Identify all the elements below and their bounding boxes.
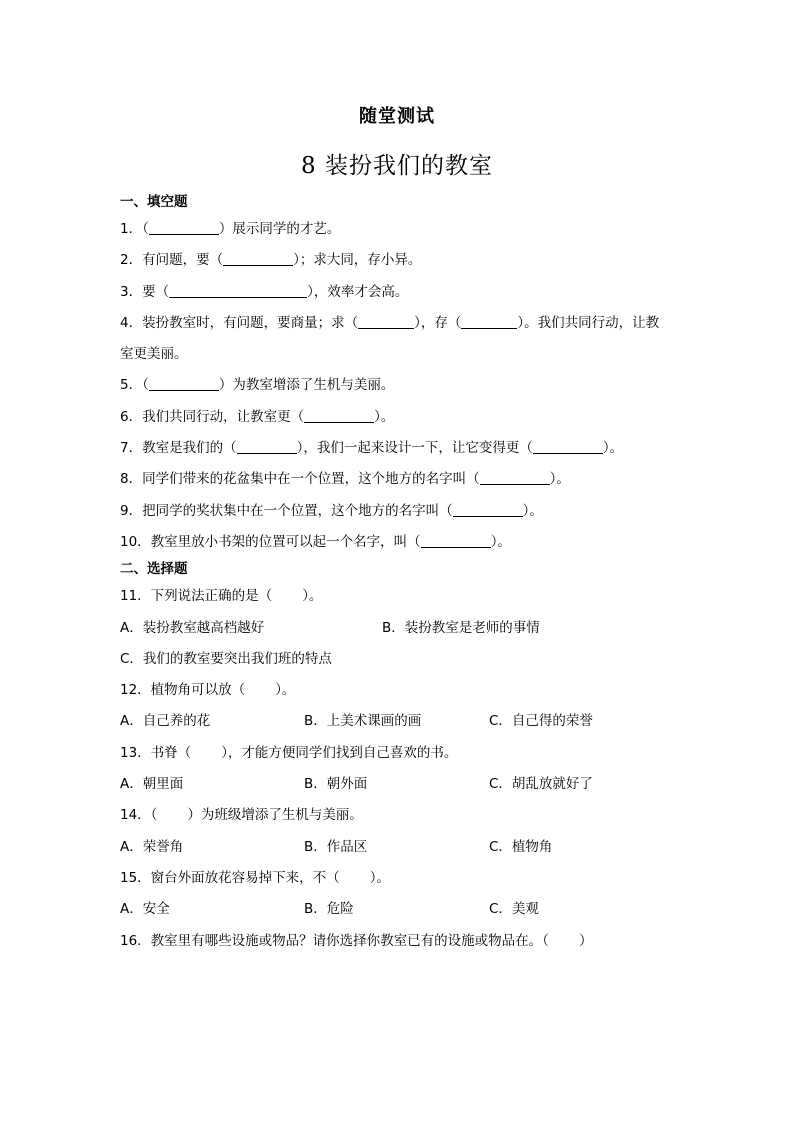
- option-b[interactable]: B．危险: [304, 901, 354, 918]
- question-1: [120, 214, 680, 245]
- question-text: 14．（: [120, 807, 158, 824]
- question-text: ）。: [549, 471, 570, 488]
- option-a[interactable]: A．自己养的花: [120, 713, 211, 730]
- option-a[interactable]: A．荣誉角: [120, 838, 184, 855]
- option-a[interactable]: A．朝里面: [120, 776, 184, 793]
- option-c[interactable]: C．植物角: [489, 838, 553, 855]
- question-5: [120, 370, 680, 401]
- question-text: ）为班级增添了生机与美丽。: [187, 807, 363, 824]
- question-11-options-row-2: [120, 644, 680, 675]
- option-b[interactable]: B．上美术课画的画: [304, 713, 422, 730]
- answer-blank[interactable]: [421, 533, 491, 548]
- answer-blank[interactable]: [358, 314, 414, 329]
- question-text: ）；求大同，存小异。: [293, 252, 422, 269]
- question-text: 15．窗台外面放花容易掉下来，不（: [120, 869, 340, 886]
- question-text: ）。: [522, 502, 543, 519]
- answer-blank[interactable]: [304, 408, 374, 423]
- question-10: [120, 527, 680, 558]
- question-6: [120, 402, 680, 433]
- question-text: ）展示同学的才艺。: [218, 221, 341, 237]
- question-12: [120, 675, 680, 706]
- question-text: 1．（: [120, 221, 149, 237]
- question-15-options: [120, 894, 680, 925]
- option-c[interactable]: C．美观: [489, 901, 539, 918]
- question-text: 4．装扮教室时，有问题，要商量；求（: [120, 314, 359, 331]
- answer-blank[interactable]: [480, 470, 550, 485]
- answer-blank[interactable]: [149, 376, 219, 391]
- question-3: [120, 277, 680, 308]
- question-text: 8．同学们带来的花盆集中在一个位置，这个地方的名字叫（: [120, 471, 480, 488]
- question-text: ）。: [374, 408, 395, 425]
- question-text: ），我们一起来设计一下，让它变得更（: [296, 440, 533, 457]
- question-9: [120, 496, 680, 527]
- question-13: [120, 738, 680, 769]
- question-text: 9．把同学的奖状集中在一个位置，这个地方的名字叫（: [120, 502, 453, 519]
- answer-blank[interactable]: [453, 502, 523, 517]
- answer-blank[interactable]: [169, 283, 307, 298]
- question-text: 12．植物角可以放（: [120, 682, 246, 699]
- question-text: 7．教室是我们的（: [120, 440, 237, 457]
- option-c[interactable]: C．自己得的荣誉: [489, 713, 593, 730]
- question-text: 16．教室里有哪些设施或物品？请你选择你教室已有的设施或物品在。（: [120, 932, 549, 949]
- option-b[interactable]: B．作品区: [304, 838, 368, 855]
- question-text: ）为教室增添了生机与美丽。: [218, 377, 395, 394]
- question-text: ）。我们共同行动，让教: [517, 314, 660, 331]
- question-text: 6．我们共同行动，让教室更（: [120, 408, 305, 425]
- answer-blank[interactable]: [533, 439, 603, 454]
- answer-blank[interactable]: [237, 439, 297, 454]
- question-text: 3．要（: [120, 283, 170, 300]
- question-11-options-row-1: [120, 613, 680, 644]
- question-7: [120, 433, 680, 464]
- question-text: 室更美丽。: [120, 346, 188, 363]
- question-text: 13．书脊（: [120, 744, 192, 761]
- question-4: [120, 308, 680, 339]
- question-text: ）。: [490, 533, 511, 550]
- question-14-options: [120, 832, 680, 863]
- question-2: [120, 245, 680, 276]
- option-c[interactable]: C．我们的教室要突出我们班的特点: [120, 650, 332, 667]
- question-text: 10．教室里放小书架的位置可以起一个名字，叫（: [120, 533, 421, 550]
- question-text: 11．下列说法正确的是（: [120, 588, 273, 605]
- question-16: [120, 926, 680, 957]
- section-heading-fill-blank: 一、填空题: [120, 194, 188, 210]
- answer-blank[interactable]: [223, 251, 293, 266]
- option-a[interactable]: A．安全: [120, 901, 170, 918]
- question-13-options: [120, 769, 680, 800]
- question-text: ）。: [602, 440, 624, 457]
- page-title: 8 装扮我们的教室: [301, 153, 493, 179]
- question-14: [120, 800, 680, 831]
- option-b[interactable]: B．装扮教室是老师的事情: [382, 619, 540, 636]
- answer-blank[interactable]: [461, 314, 517, 329]
- option-c[interactable]: C．胡乱放就好了: [489, 776, 593, 793]
- question-text: ）。: [302, 588, 323, 605]
- question-11: [120, 581, 680, 612]
- question-text: 5．（: [120, 377, 149, 394]
- worksheet-content: [120, 191, 680, 957]
- question-15: [120, 863, 680, 894]
- answer-blank[interactable]: [149, 220, 219, 235]
- option-b[interactable]: B．朝外面: [304, 776, 368, 793]
- question-text: ）: [578, 932, 593, 949]
- question-text: ），存（: [414, 314, 462, 331]
- page-supertitle: 随堂测试: [359, 106, 435, 127]
- question-12-options: [120, 706, 680, 737]
- question-text: 2．有问题，要（: [120, 252, 224, 269]
- question-4-continued: [120, 339, 680, 370]
- question-text: ），才能方便同学们找到自己喜欢的书。: [221, 744, 458, 761]
- option-a[interactable]: A．装扮教室越高档越好: [120, 619, 265, 636]
- question-8: [120, 464, 680, 495]
- question-text: ）。: [275, 682, 296, 699]
- question-text: ）。: [369, 869, 390, 886]
- section-heading-multiple-choice: 二、选择题: [120, 561, 188, 578]
- question-text: ），效率才会高。: [307, 283, 409, 300]
